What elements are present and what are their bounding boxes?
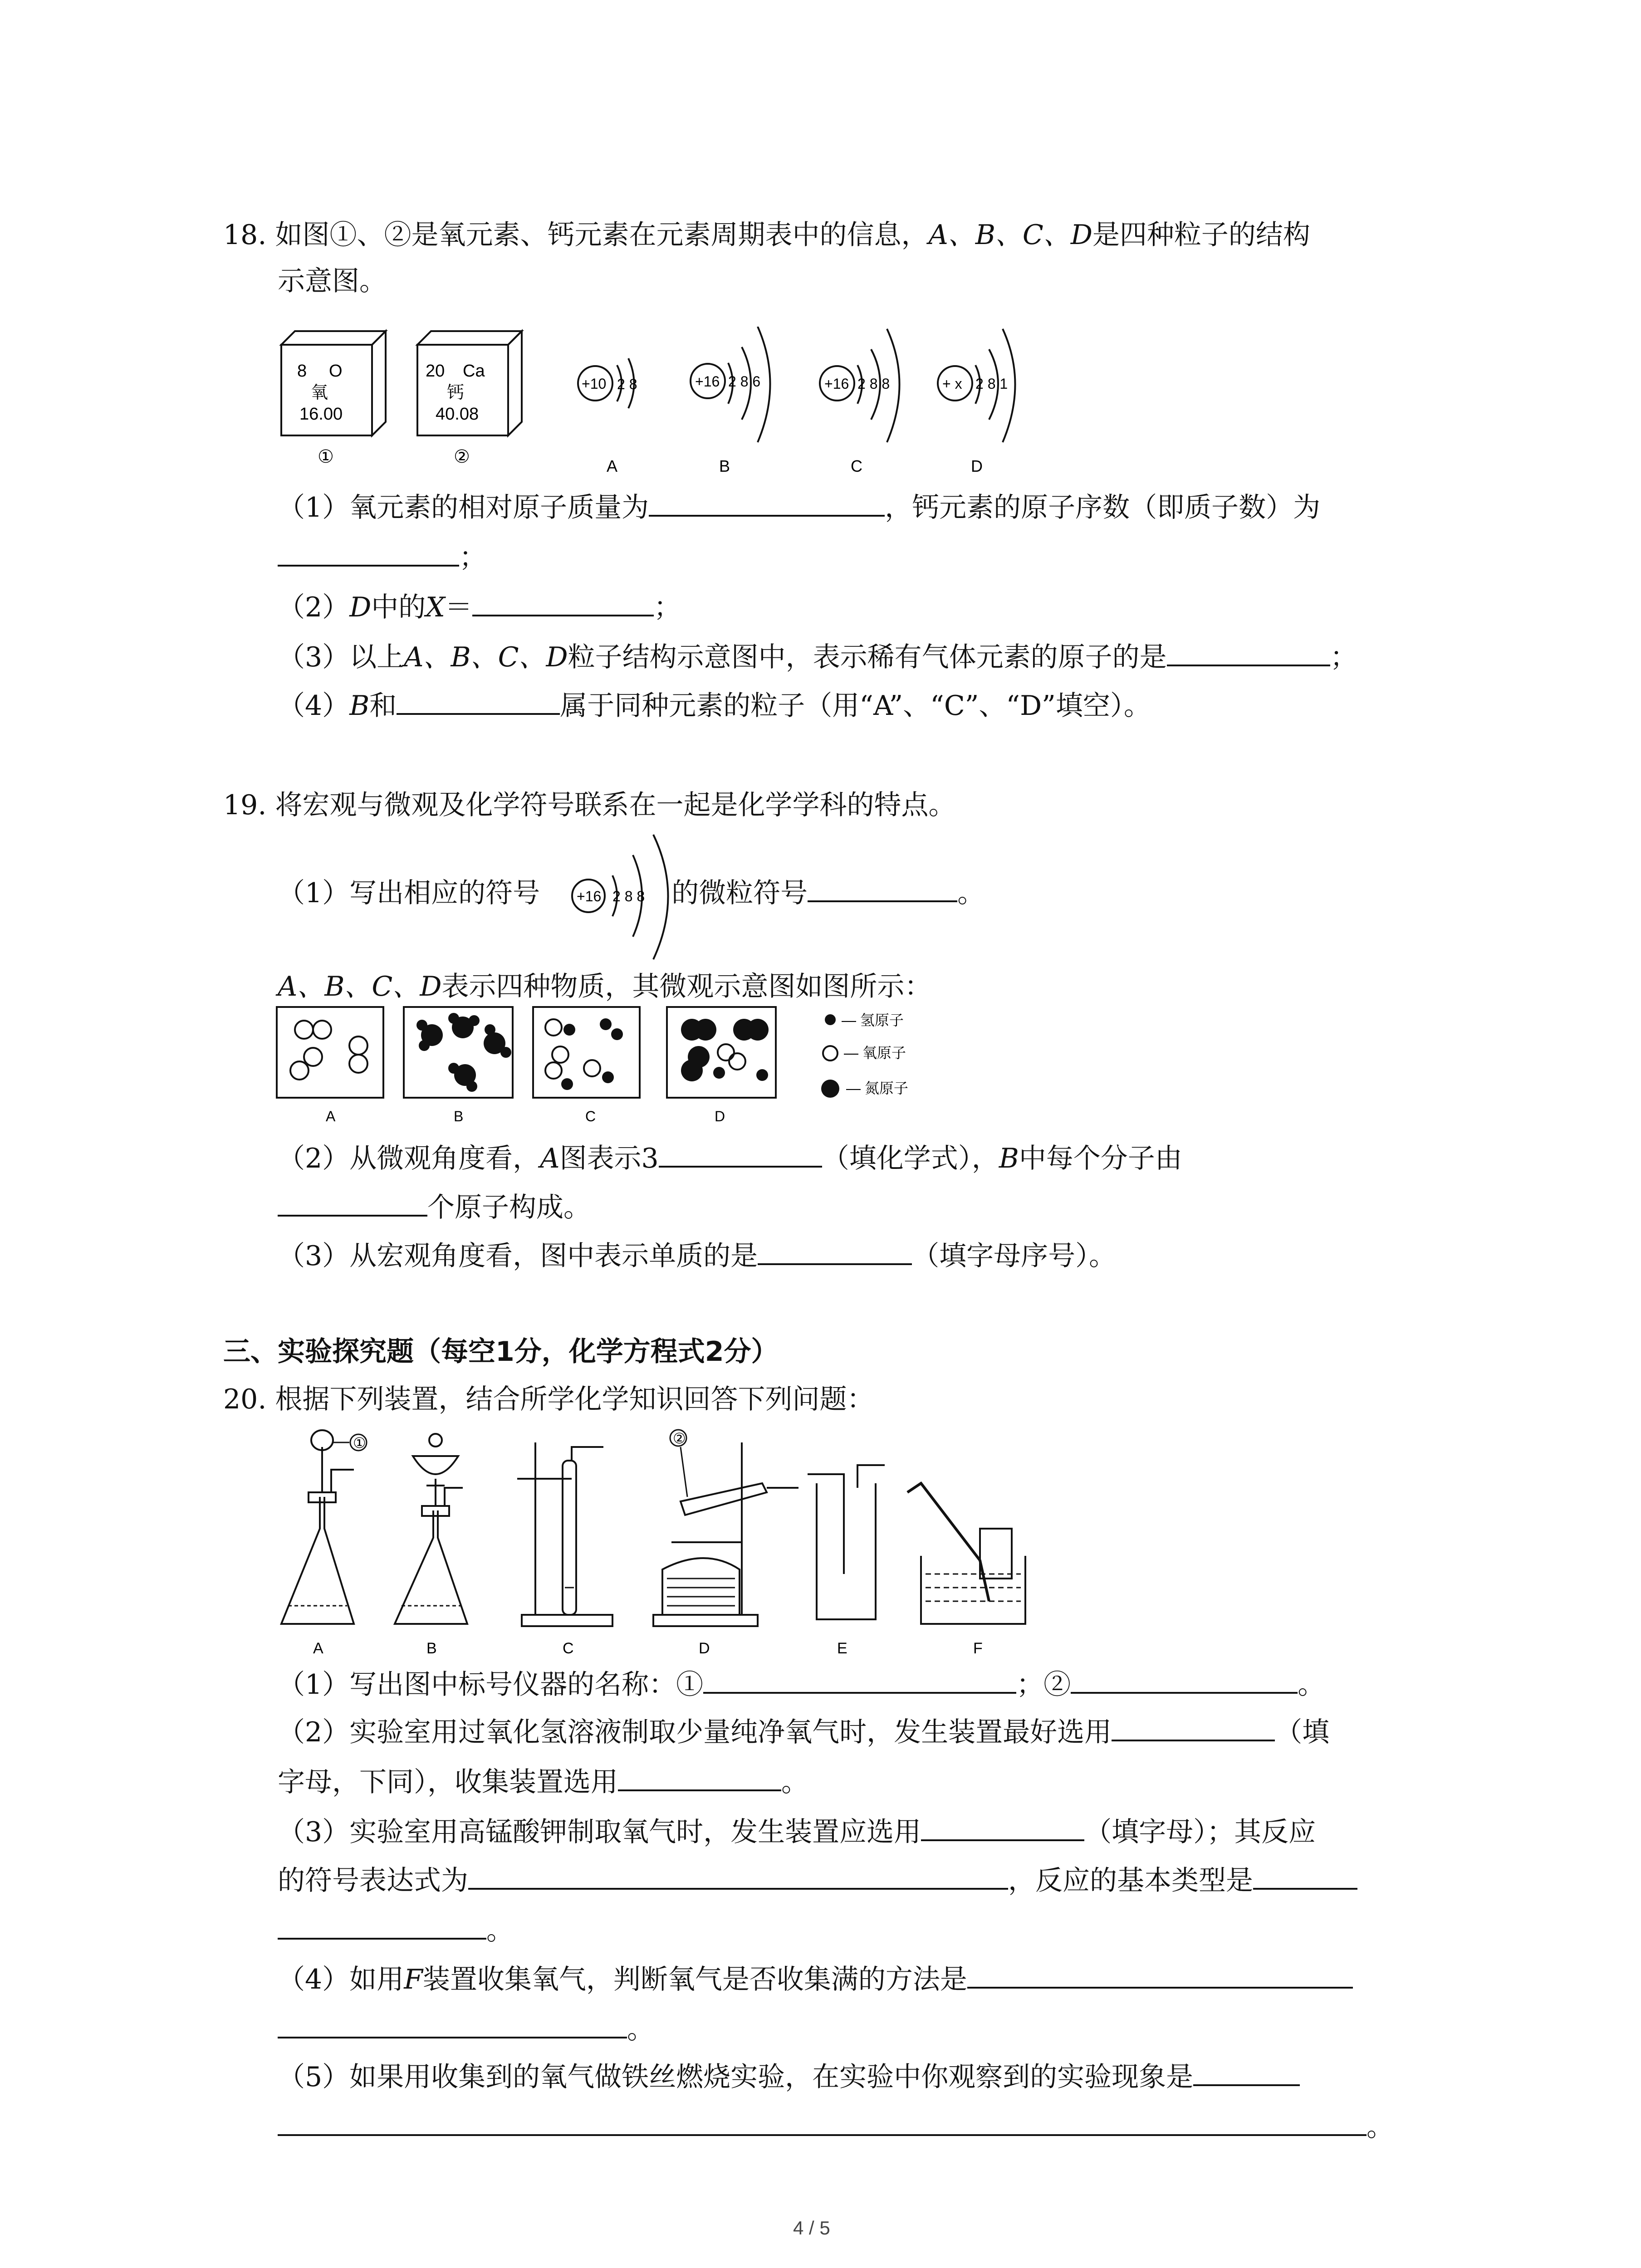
q19-molecule-figure bbox=[272, 1002, 980, 1143]
answer-blank[interactable] bbox=[659, 1143, 822, 1168]
page-number: 4 / 5 bbox=[793, 2217, 830, 2239]
svg-text:A: A bbox=[326, 1108, 336, 1124]
q18-part1-cont: ； bbox=[278, 542, 486, 571]
svg-text:+ x: + x bbox=[942, 376, 962, 392]
q18-figure bbox=[272, 327, 1021, 485]
q18-part1: （1）氧元素的相对原子质量为 ，钙元素的原子序数（即质子数）为 bbox=[278, 492, 1321, 523]
apparatus-c bbox=[517, 1442, 612, 1657]
oxygen-mass: 16.00 bbox=[299, 405, 343, 424]
answer-blank[interactable] bbox=[1167, 642, 1330, 666]
answer-blank[interactable] bbox=[967, 1964, 1353, 1989]
svg-text:2 8: 2 8 bbox=[617, 376, 637, 392]
svg-text:+16: +16 bbox=[695, 373, 720, 390]
answer-blank[interactable] bbox=[278, 2014, 627, 2038]
q20-part1: （1）写出图中标号仪器的名称：① ；② 。 bbox=[278, 1669, 1325, 1701]
q18-stem-line2: 示意图。 bbox=[278, 265, 387, 297]
answer-blank[interactable] bbox=[278, 542, 459, 567]
answer-blank[interactable] bbox=[1253, 1865, 1357, 1890]
svg-text:— 氮原子: — 氮原子 bbox=[846, 1080, 908, 1096]
q20-part5-cont: 。 bbox=[278, 2112, 1394, 2141]
answer-blank[interactable] bbox=[618, 1767, 781, 1791]
apparatus-b-label: B bbox=[426, 1640, 437, 1657]
molecule-box-c bbox=[533, 1007, 640, 1124]
q20-part5: （5）如果用收集到的氧气做铁丝燃烧实验，在实验中你观察到的实验现象是 bbox=[278, 2062, 1300, 2091]
answer-blank[interactable] bbox=[921, 1817, 1084, 1841]
oxygen-number: 8 bbox=[297, 362, 307, 381]
svg-text:2 8 8: 2 8 8 bbox=[857, 376, 890, 392]
calcium-element-card bbox=[417, 331, 522, 467]
apparatus-f-label: F bbox=[973, 1640, 983, 1657]
q19-stem: 19. 将宏观与微观及化学符号联系在一起是化学学科的特点。 bbox=[223, 789, 956, 821]
svg-text:— 氧原子: — 氧原子 bbox=[844, 1045, 906, 1061]
particle-c-diagram bbox=[820, 329, 900, 475]
q20-part3-cont2: 。 bbox=[278, 1915, 514, 1944]
apparatus-d bbox=[653, 1430, 798, 1657]
answer-blank[interactable] bbox=[278, 2112, 1367, 2136]
molecule-box-b bbox=[404, 1007, 513, 1124]
q20-part4: （4）如用F装置收集氧气，判断氧气是否收集满的方法是 bbox=[278, 1964, 1353, 1993]
answer-blank[interactable] bbox=[278, 1192, 427, 1217]
svg-text:B: B bbox=[454, 1108, 464, 1124]
particle-a-label: A bbox=[607, 457, 618, 475]
svg-text:— 氢原子: — 氢原子 bbox=[842, 1012, 904, 1028]
q19-part2: （2）从微观角度看，A图表示3 （填化学式），B中每个分子由 bbox=[278, 1143, 1182, 1174]
answer-blank[interactable] bbox=[703, 1669, 1016, 1694]
apparatus-e-label: E bbox=[837, 1640, 847, 1657]
apparatus-d-label: D bbox=[699, 1640, 710, 1657]
svg-text:2 8 1: 2 8 1 bbox=[975, 376, 1008, 392]
answer-blank[interactable] bbox=[397, 690, 560, 715]
q18-part4: （4）B和 属于同种元素的粒子（用“A”、“C”、“D”填空）。 bbox=[278, 690, 1151, 722]
answer-blank[interactable] bbox=[649, 492, 885, 517]
svg-text:+10: +10 bbox=[582, 376, 607, 392]
calcium-mass: 40.08 bbox=[436, 405, 479, 424]
apparatus-a bbox=[281, 1430, 367, 1657]
particle-d-diagram bbox=[938, 329, 1015, 475]
apparatus-f bbox=[907, 1483, 1025, 1657]
particle-d-label: D bbox=[971, 457, 983, 475]
q19-part1: （1）写出相应的符号 的微粒符号 。 bbox=[278, 877, 985, 909]
particle-c-label: C bbox=[851, 457, 862, 475]
svg-text:D: D bbox=[715, 1108, 725, 1124]
q20-part4-cont: 。 bbox=[278, 2014, 654, 2043]
mark-2: ② bbox=[673, 1430, 686, 1447]
svg-text:+16: +16 bbox=[824, 376, 849, 392]
oxygen-element-card bbox=[281, 331, 386, 467]
svg-text:+16: +16 bbox=[577, 888, 602, 904]
q18-part3: （3）以上A、B、C、D粒子结构示意图中，表示稀有气体元素的原子的是 ； bbox=[278, 641, 1357, 673]
apparatus-a-label: A bbox=[313, 1640, 323, 1657]
answer-blank[interactable] bbox=[278, 1915, 486, 1940]
q20-part3-cont: 的符号表达式为 ，反应的基本类型是 bbox=[278, 1865, 1357, 1894]
q20-apparatus-figure bbox=[272, 1424, 1043, 1660]
section3-title: 三、实验探究题（每空1分，化学方程式2分） bbox=[223, 1336, 779, 1368]
calcium-name: 钙 bbox=[447, 383, 465, 402]
q19-part3: （3）从宏观角度看，图中表示单质的是 （填字母序号）。 bbox=[278, 1240, 1117, 1272]
apparatus-c-label: C bbox=[563, 1640, 574, 1657]
q20-part3: （3）实验室用高锰酸钾制取氧气时，发生装置应选用 （填字母）；其反应 bbox=[278, 1816, 1316, 1848]
answer-blank[interactable] bbox=[1193, 2062, 1300, 2086]
particle-b-label: B bbox=[719, 457, 730, 475]
oxygen-name: 氧 bbox=[311, 383, 328, 402]
molecule-box-d bbox=[667, 1007, 776, 1124]
q20-part2: （2）实验室用过氧化氢溶液制取少量纯净氧气时，发生装置最好选用 （填 bbox=[278, 1716, 1330, 1748]
q20-part2-cont: 字母，下同），收集装置选用 。 bbox=[278, 1766, 808, 1798]
q19-part2-cont: 个原子构成。 bbox=[278, 1192, 591, 1221]
svg-text:C: C bbox=[585, 1108, 596, 1124]
molecule-legend bbox=[821, 1012, 908, 1098]
q18-stem-line1: 18. 如图①、②是氧元素、钙元素在元素周期表中的信息，A、B、C、D是四种粒子的结构 bbox=[223, 219, 1310, 251]
q19-intro: A、B、C、D表示四种物质，其微观示意图如图所示： bbox=[278, 971, 932, 1002]
mark-1: ① bbox=[353, 1435, 366, 1451]
calcium-number: 20 bbox=[426, 362, 445, 381]
particle-a-diagram bbox=[578, 358, 637, 475]
molecule-box-a bbox=[277, 1007, 383, 1124]
calcium-symbol: Ca bbox=[463, 362, 485, 381]
answer-blank[interactable] bbox=[808, 878, 957, 902]
q18-part2: （2）D中的X＝ ； bbox=[278, 591, 681, 623]
answer-blank[interactable] bbox=[468, 1865, 1008, 1890]
q20-stem: 20. 根据下列装置，结合所学化学知识回答下列问题： bbox=[223, 1383, 874, 1415]
q19-particle-diagram bbox=[569, 832, 696, 964]
particle-b-diagram bbox=[691, 327, 770, 475]
apparatus-b bbox=[395, 1434, 467, 1657]
answer-blank[interactable] bbox=[758, 1241, 912, 1265]
answer-blank[interactable] bbox=[472, 592, 654, 616]
svg-text:2 8 6: 2 8 6 bbox=[728, 373, 761, 390]
apparatus-e bbox=[808, 1465, 885, 1657]
oxygen-symbol: O bbox=[329, 362, 343, 381]
answer-blank[interactable] bbox=[1071, 1669, 1298, 1694]
svg-text:2 8 8: 2 8 8 bbox=[612, 888, 645, 904]
element1-label: ① bbox=[318, 447, 334, 467]
answer-blank[interactable] bbox=[1112, 1717, 1275, 1741]
element2-label: ② bbox=[454, 447, 470, 467]
